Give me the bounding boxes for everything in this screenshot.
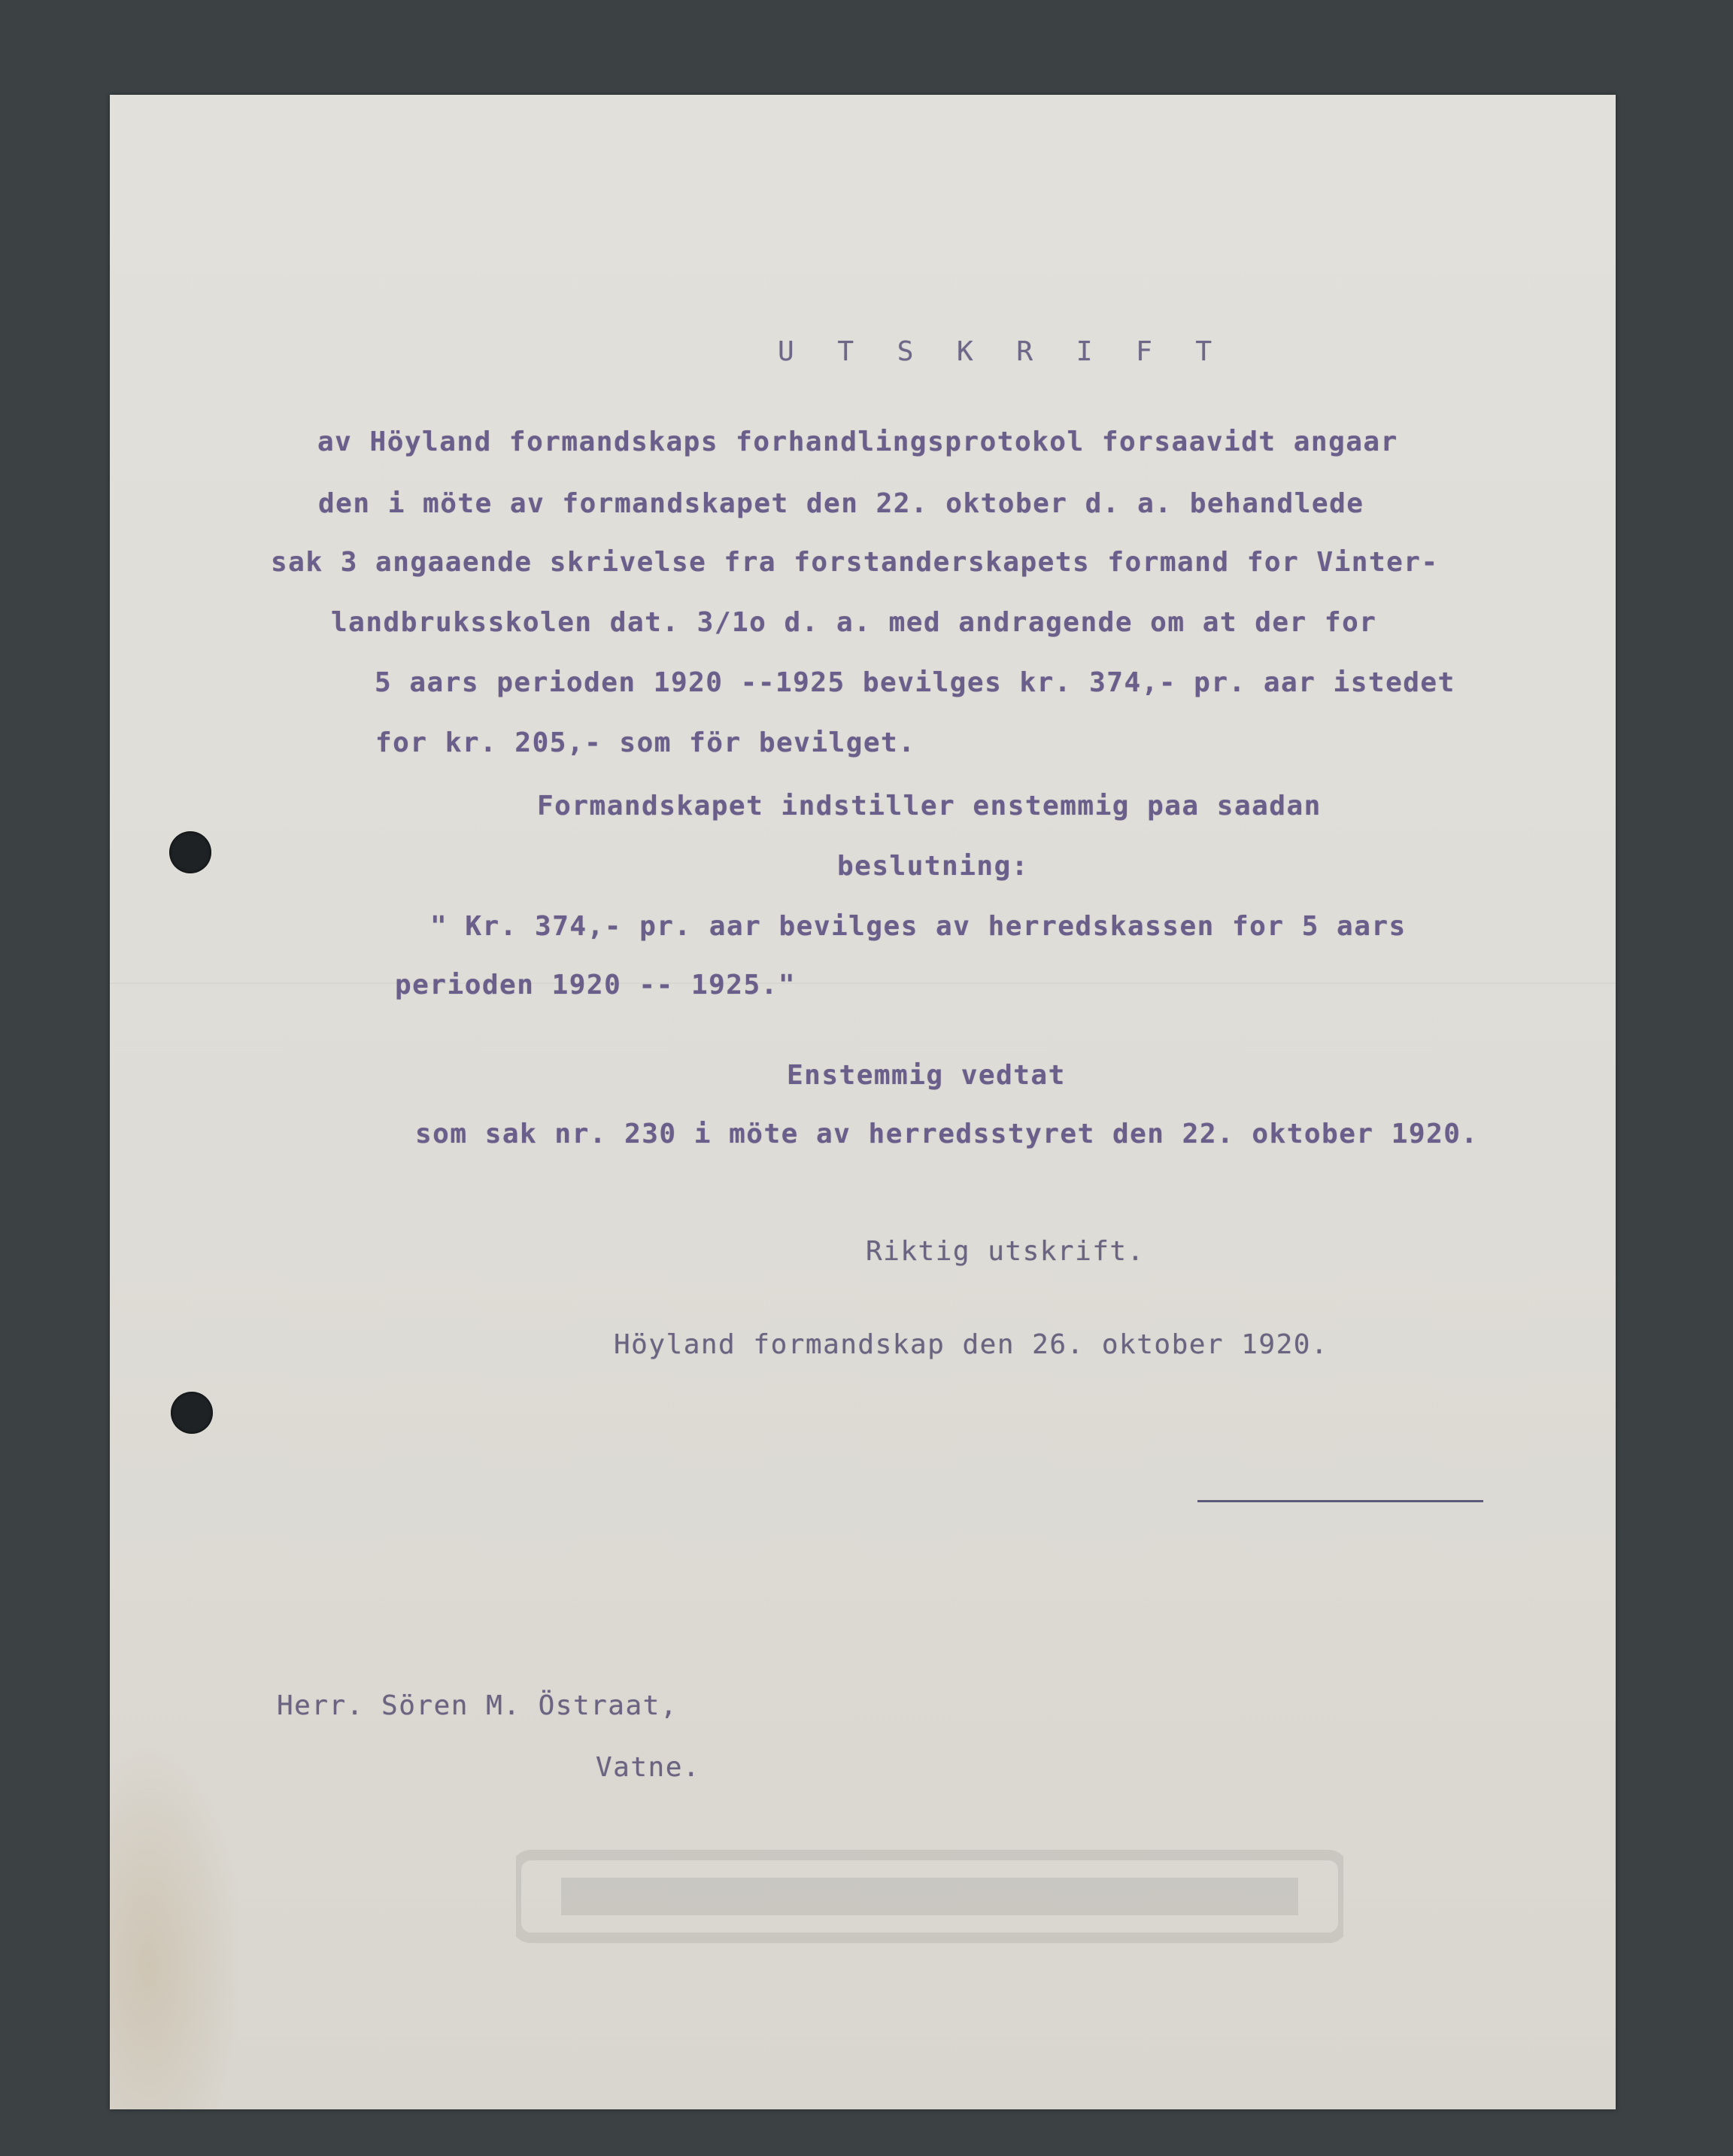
punch-hole-bottom [171,1392,213,1434]
document-page [110,95,1616,2109]
body-line-1: av Höyland formandskaps forhandlingsprotokol forsaavidt angaar [317,427,1398,457]
quote-line-1: " Kr. 374,- pr. aar bevilges av herredskassen for 5 aars [430,911,1407,942]
resolution-line-2: som sak nr. 230 i möte av herredsstyret den 22. oktober 1920. [415,1119,1479,1149]
recommendation-line-1: Formandskapet indstiller enstemmig paa saadan [537,791,1322,821]
paper-stain [110,1750,238,2109]
addressee-name: Herr. Sören M. Östraat, [277,1690,678,1721]
addressee-place: Vatne. [596,1752,701,1783]
body-line-4: landbruksskolen dat. 3/1o d. a. med andragende om at der for [331,607,1377,638]
body-line-2: den i möte av formandskapet den 22. oktober d. a. behandlede [318,488,1364,519]
signature-line [1197,1500,1483,1502]
body-line-5: 5 aars perioden 1920 --1925 bevilges kr. 374,- pr. aar istedet [375,667,1455,698]
resolution-line-1: Enstemmig vedtat [787,1060,1066,1091]
body-line-3: sak 3 angaaende skrivelse fra forstanderskapets formand for Vinter- [271,547,1439,578]
document-title: U T S K R I F T [778,336,1226,367]
certification-text: Riktig utskrift. [866,1236,1145,1267]
body-line-6: for kr. 205,- som för bevilget. [375,727,916,758]
recommendation-line-2: beslutning: [837,851,1029,882]
punch-hole-top [169,831,211,873]
faded-stamp-watermark [516,1848,1343,1945]
place-date-text: Höyland formandskap den 26. oktober 1920. [614,1329,1329,1360]
quote-line-2: perioden 1920 -- 1925." [395,970,796,1001]
